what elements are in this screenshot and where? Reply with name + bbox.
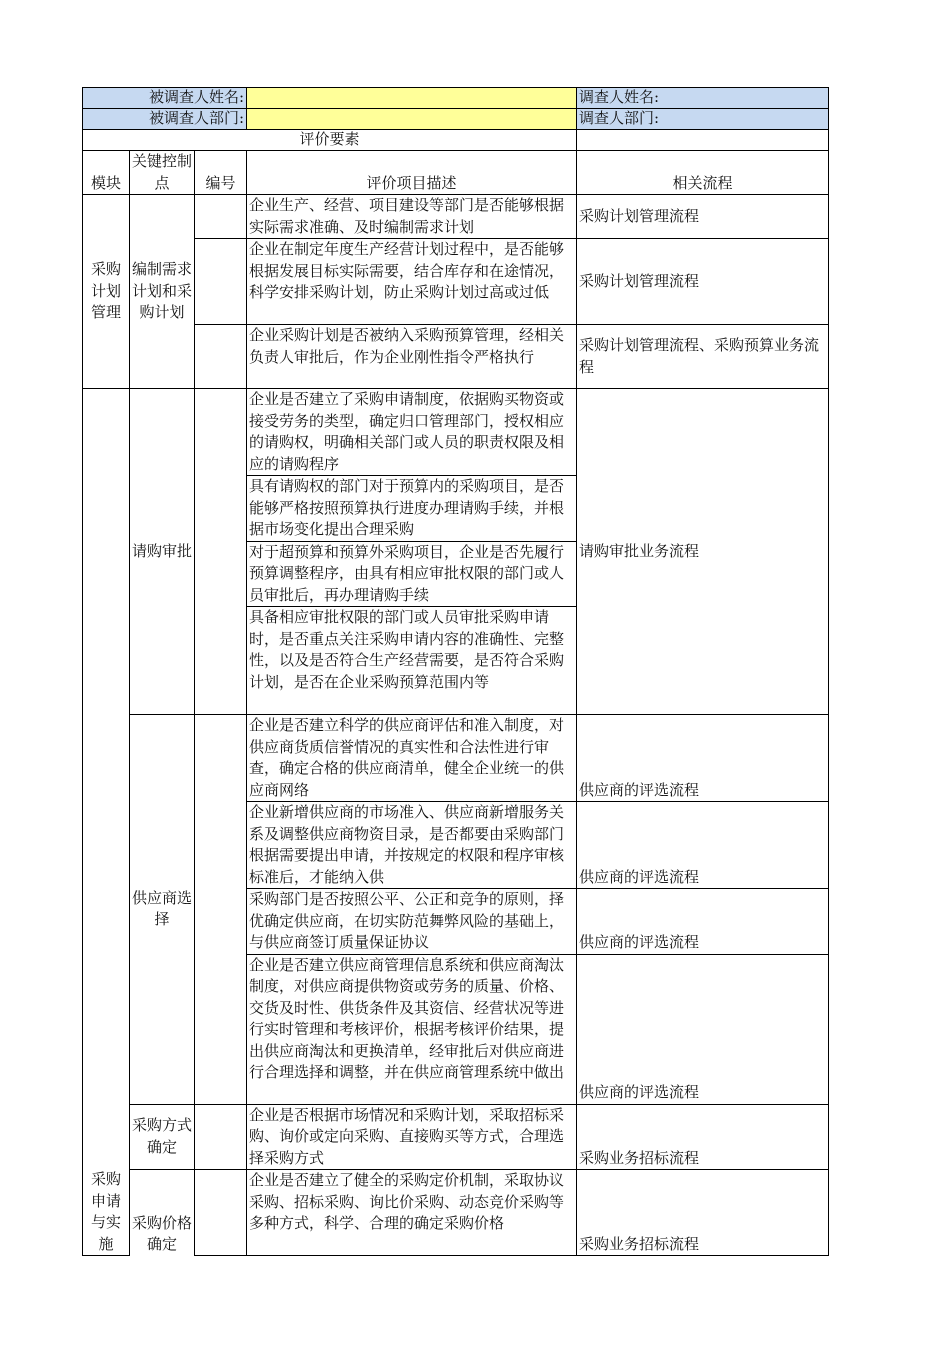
control-point-cell: 采购方式确定: [130, 1104, 195, 1170]
investigator-name-label: 调查人姓名:: [577, 88, 829, 109]
process-cell: 请购审批业务流程: [577, 389, 829, 715]
table-row: [83, 389, 829, 476]
number-cell[interactable]: [195, 325, 247, 389]
table-row: [83, 715, 829, 802]
description-cell: 企业生产、经营、项目建设等部门是否能够根据实际需求准确、及时编制需求计划: [247, 195, 577, 239]
respondent-name-input[interactable]: [247, 88, 577, 109]
description-cell: 企业是否建立供应商管理信息系统和供应商淘汰制度，对供应商提供物资或劳务的质量、价格、交货及时性、供货条件及其资信、经营状况等进行实时管理和考核评价，根据考核评价结果，提出供应商淘汰和更换清单，经审批后对供应商进行合理选择和调整，并在供应商管理系统中做出: [247, 954, 577, 1104]
table-row: [83, 1170, 829, 1256]
description-cell: 企业是否建立了健全的采购定价机制，采取协议采购、招标采购、询比价采购、动态竞价采购等多种方式，科学、合理的确定采购价格: [247, 1170, 577, 1256]
description-column-header: 评价项目描述: [247, 151, 577, 195]
process-column-header: 相关流程: [577, 151, 829, 195]
number-cell[interactable]: [195, 389, 247, 715]
control-point-column-header: 关键控制点: [130, 151, 195, 195]
module-cell: 采购计划管理: [83, 195, 130, 389]
eval-elements-row: [83, 130, 829, 151]
control-point-cell: 请购审批: [130, 389, 195, 715]
eval-elements-header: 评价要素: [83, 130, 577, 151]
description-cell: 企业是否根据市场情况和采购计划，采取招标采购、询价或定向采购、直接购买等方式，合理选择采购方式: [247, 1104, 577, 1170]
process-cell: 采购计划管理流程、采购预算业务流程: [577, 325, 829, 389]
process-cell: 供应商的评选流程: [577, 802, 829, 889]
description-cell: 企业在制定年度生产经营计划过程中，是否能够根据发展目标实际需要，结合库存和在途情况，科学安排采购计划，防止采购计划过高或过低: [247, 239, 577, 325]
table-row: [83, 325, 829, 389]
description-cell: 对于超预算和预算外采购项目，企业是否先履行预算调整程序，由具有相应审批权限的部门或人员审批后，再办理请购手续: [247, 541, 577, 607]
process-cell: 采购业务招标流程: [577, 1104, 829, 1170]
number-cell[interactable]: [195, 715, 247, 1105]
control-point-cell: 编制需求计划和采购计划: [130, 195, 195, 389]
evaluation-table: [82, 87, 829, 1256]
module-cell: 采购申请与实施: [83, 389, 130, 1256]
control-point-cell: 供应商选择: [130, 715, 195, 1105]
number-cell[interactable]: [195, 1170, 247, 1256]
respondent-dept-input[interactable]: [247, 109, 577, 130]
process-cell: 采购业务招标流程: [577, 1170, 829, 1256]
process-cell: 采购计划管理流程: [577, 239, 829, 325]
evaluation-sheet: [82, 87, 828, 1256]
description-cell: 企业是否建立了采购申请制度，依据购买物资或接受劳务的类型，确定归口管理部门，授权相应的请购权，明确相关部门或人员的职责权限及相应的请购程序: [247, 389, 577, 476]
respondent-dept-row: [83, 109, 829, 130]
module-column-header: 模块: [83, 151, 130, 195]
respondent-name-label: 被调查人姓名:: [83, 88, 247, 109]
description-cell: 具有请购权的部门对于预算内的采购项目，是否能够严格按照预算执行进度办理请购手续，并根据市场变化提出合理采购: [247, 476, 577, 542]
column-header-row: [83, 151, 829, 195]
process-cell: 供应商的评选流程: [577, 889, 829, 955]
number-column-header: 编号: [195, 151, 247, 195]
control-point-cell: 采购价格确定: [130, 1170, 195, 1256]
description-cell: 企业是否建立科学的供应商评估和准入制度，对供应商货质信誉情况的真实性和合法性进行审查，确定合格的供应商清单，健全企业统一的供应商网络: [247, 715, 577, 802]
investigator-dept-label: 调查人部门:: [577, 109, 829, 130]
table-row: [83, 239, 829, 325]
respondent-name-row: [83, 88, 829, 109]
table-row: [83, 195, 829, 239]
process-cell: 供应商的评选流程: [577, 954, 829, 1104]
process-cell: 采购计划管理流程: [577, 195, 829, 239]
number-cell[interactable]: [195, 195, 247, 239]
number-cell[interactable]: [195, 239, 247, 325]
table-row: [83, 1104, 829, 1170]
description-cell: 企业新增供应商的市场准入、供应商新增服务关系及调整供应商物资目录，是否都要由采购部门根据需要提出申请，并按规定的权限和程序审核标准后，才能纳入供: [247, 802, 577, 889]
description-cell: 采购部门是否按照公平、公正和竞争的原则，择优确定供应商，在切实防范舞弊风险的基础上，与供应商签订质量保证协议: [247, 889, 577, 955]
process-cell: 供应商的评选流程: [577, 715, 829, 802]
description-cell: 具备相应审批权限的部门或人员审批采购申请时，是否重点关注采购申请内容的准确性、完整性，以及是否符合生产经营需要，是否符合采购计划，是否在企业采购预算范围内等: [247, 607, 577, 715]
eval-elements-blank: [577, 130, 829, 151]
number-cell[interactable]: [195, 1104, 247, 1170]
respondent-dept-label: 被调查人部门:: [83, 109, 247, 130]
description-cell: 企业采购计划是否被纳入采购预算管理，经相关负责人审批后，作为企业刚性指令严格执行: [247, 325, 577, 389]
